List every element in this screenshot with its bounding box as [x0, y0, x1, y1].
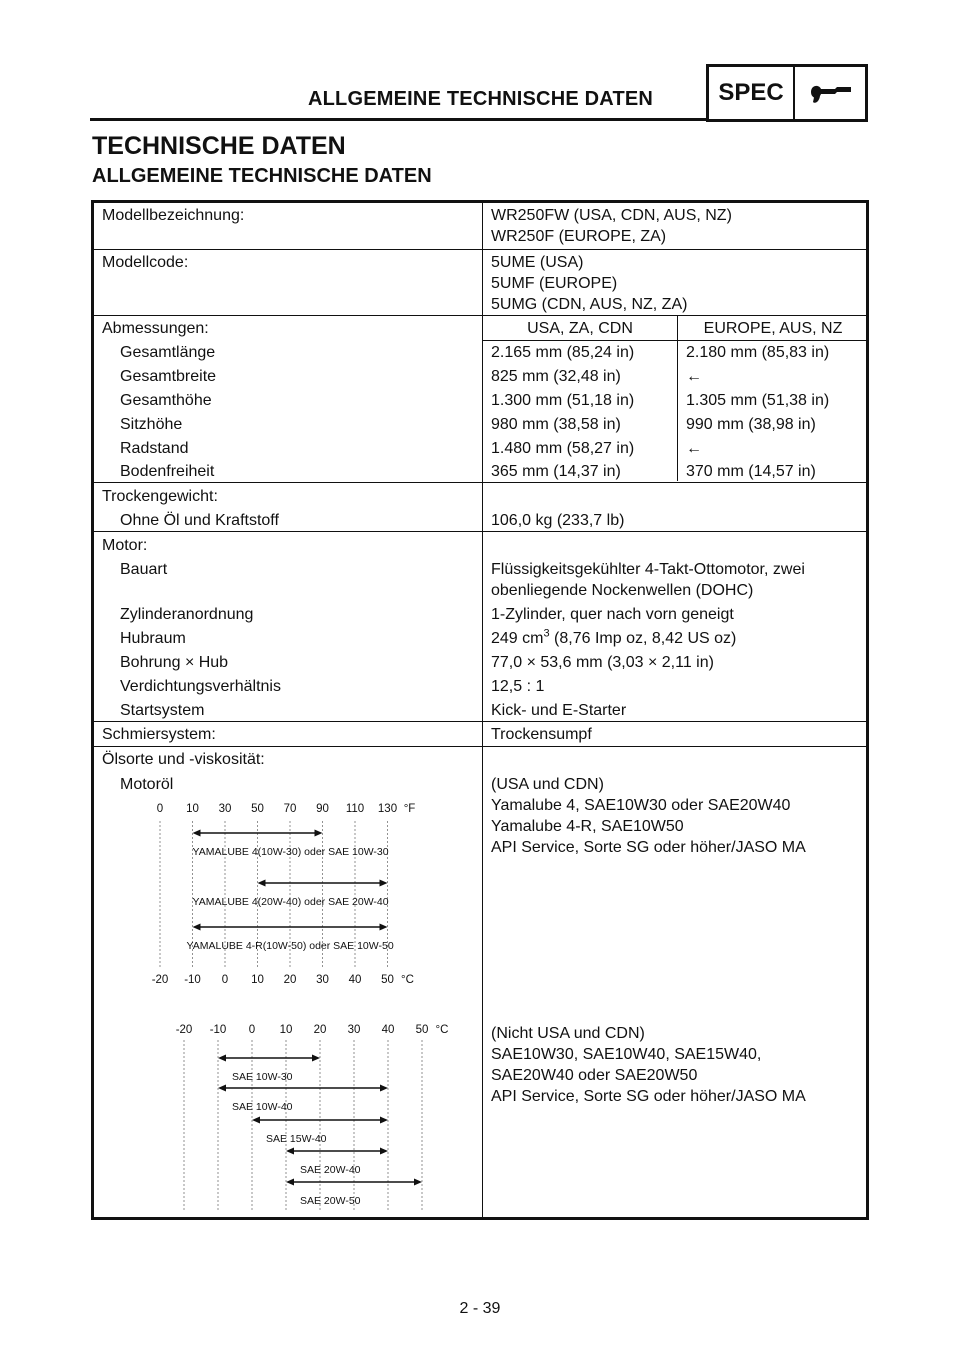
tick-label: 30: [316, 974, 329, 986]
table-row: [94, 315, 866, 340]
spec-sub-label: Verdichtungsverhältnis: [120, 678, 281, 695]
arrow-head-right: [312, 1055, 320, 1062]
tick-label: 30: [347, 1024, 361, 1036]
tick-label: 130: [377, 803, 398, 815]
dimension-value: 365 mm (14,37 in): [491, 463, 621, 480]
value-line: (USA und CDN): [491, 776, 604, 793]
superscript: 3: [543, 627, 550, 640]
spec-value: [491, 1023, 863, 1107]
dimension-label: Bodenfreiheit: [120, 463, 215, 480]
spec-label: Ölsorte und -viskosität:: [102, 751, 265, 768]
spec-value: Trockensumpf: [491, 726, 592, 743]
header-rule: [90, 118, 706, 121]
wrench-icon: [795, 67, 865, 119]
dimension-value: 370 mm (14,57 in): [686, 463, 816, 480]
spec-label: Modellcode:: [102, 254, 189, 271]
arrow-head-left: [193, 924, 201, 931]
tick-label: 0: [156, 803, 164, 815]
axis-unit-label: °F: [403, 803, 416, 815]
tick-label: 40: [381, 1024, 395, 1036]
range-label: SAE 10W-30: [232, 1071, 293, 1083]
value-line: API Service, Sorte SG oder höher/JASO MA: [491, 1088, 806, 1105]
spec-label: SPEC: [709, 67, 795, 119]
value-part: 249 cm: [491, 630, 544, 647]
tick-label: 110: [345, 803, 365, 815]
spec-sub-label: Bohrung × Hub: [120, 654, 229, 671]
spec-sub-label: Zylinderanordnung: [120, 606, 254, 623]
arrow-head-right: [380, 880, 388, 887]
spec-badge: [706, 64, 868, 122]
spec-sub-label: Motoröl: [120, 776, 174, 793]
arrow-head-right: [380, 1117, 388, 1124]
dimension-value: 2.180 mm (85,83 in): [686, 344, 830, 361]
spec-value: 106,0 kg (233,7 lb): [491, 512, 625, 529]
table-row: [94, 205, 866, 249]
value-line: SAE20W40 oder SAE20W50: [491, 1067, 698, 1084]
dimension-value: 825 mm (32,48 in): [491, 368, 621, 385]
tick-label: 50: [415, 1024, 429, 1036]
range-label: SAE 20W-50: [300, 1195, 361, 1207]
arrow-head-left: [193, 830, 201, 837]
section-title: ALLGEMEINE TECHNISCHE DATEN: [308, 88, 654, 110]
dimension-label: Radstand: [120, 440, 189, 457]
axis-unit-label: °C: [401, 974, 414, 986]
dimension-label: Sitzhöhe: [120, 416, 183, 433]
oil-viscosity-chart-sae: [160, 1018, 460, 1213]
tick-label: 0: [248, 1024, 256, 1036]
range-label: YAMALUBE 4-R(10W-50) oder SAE 10W-50: [186, 940, 394, 952]
tick-label: 70: [283, 803, 297, 815]
spec-value: [491, 252, 863, 315]
tick-label: 10: [251, 974, 264, 986]
tick-label: -10: [209, 1024, 227, 1036]
range-label: SAE 15W-40: [266, 1133, 327, 1145]
tick-label: -10: [184, 974, 201, 986]
dimension-value: 1.305 mm (51,38 in): [686, 392, 830, 409]
spec-value: 77,0 × 53,6 mm (3,03 × 2,11 in): [491, 654, 714, 671]
value-line: (Nicht USA und CDN): [491, 1025, 645, 1042]
spec-value: 12,5 : 1: [491, 678, 545, 695]
page-subtitle: ALLGEMEINE TECHNISCHE DATEN: [92, 165, 432, 187]
spec-value: 1-Zylinder, quer nach vorn geneigt: [491, 606, 734, 623]
spec-label: Abmessungen:: [102, 320, 209, 337]
spec-label: Trockengewicht:: [102, 488, 218, 505]
spec-value: [491, 205, 863, 247]
model-name: WR250F (EUROPE, ZA): [491, 228, 667, 245]
dimension-value: 1.300 mm (51,18 in): [491, 392, 635, 409]
arrow-head-left: [218, 1085, 226, 1092]
tick-label: 20: [283, 974, 297, 986]
spec-value: [491, 774, 863, 858]
model-name: WR250FW (USA, CDN, AUS, NZ): [491, 207, 732, 224]
value-line: API Service, Sorte SG oder höher/JASO MA: [491, 839, 806, 856]
arrow-head-left: [286, 1179, 294, 1186]
tick-label: -20: [151, 974, 169, 986]
spec-sub-label: Bauart: [120, 561, 168, 578]
spec-label: Schmiersystem:: [102, 726, 216, 743]
dimension-value: 980 mm (38,58 in): [491, 416, 621, 433]
dimension-label: Gesamthöhe: [120, 392, 212, 409]
dimension-label: Gesamtlänge: [120, 344, 216, 361]
spec-sub-label: Hubraum: [120, 630, 186, 647]
tick-label: 40: [348, 974, 362, 986]
range-label: YAMALUBE 4(10W-30) oder SAE 10W-30: [192, 846, 389, 858]
range-label: SAE 10W-40: [232, 1101, 293, 1113]
arrow-head-left: [252, 1117, 260, 1124]
value-part: (8,76 Imp oz, 8,42 US oz): [549, 630, 737, 647]
value-line: Flüssigkeitsgekühlter 4-Takt-Ottomotor, zwei: [491, 561, 805, 578]
tick-label: 90: [316, 803, 329, 815]
dimension-value: ←: [686, 440, 702, 457]
value-line: SAE10W30, SAE10W40, SAE15W40,: [491, 1046, 762, 1063]
spec-label: Motor:: [102, 537, 148, 554]
column-header: EUROPE, AUS, NZ: [703, 320, 843, 337]
spec-value: Kick- und E-Starter: [491, 702, 627, 719]
arrow-head-right: [414, 1179, 422, 1186]
page-number: 2 - 39: [459, 1300, 501, 1317]
model-code: 5UME (USA): [491, 254, 584, 271]
spec-sub-label: Ohne Öl und Kraftstoff: [120, 512, 279, 529]
dimension-value: 2.165 mm (85,24 in): [491, 344, 635, 361]
dimension-value: 990 mm (38,98 in): [686, 416, 816, 433]
range-label: SAE 20W-40: [300, 1164, 361, 1176]
model-code: 5UMF (EUROPE): [491, 275, 618, 292]
value-line: obenliegende Nockenwellen (DOHC): [491, 582, 754, 599]
dimension-label: Gesamtbreite: [120, 368, 217, 385]
tick-label: 0: [221, 974, 229, 986]
tick-label: 20: [313, 1024, 327, 1036]
arrow-head-right: [380, 1085, 388, 1092]
dimension-value: 1.480 mm (58,27 in): [491, 440, 635, 457]
arrow-head-left: [258, 880, 266, 887]
value-line: Yamalube 4-R, SAE10W50: [491, 818, 684, 835]
oil-viscosity-chart-yamalube: [130, 795, 450, 995]
tick-label: 50: [251, 803, 264, 815]
model-code: 5UMG (CDN, AUS, NZ, ZA): [491, 296, 688, 313]
spec-sub-label: Startsystem: [120, 702, 205, 719]
dimension-value: ←: [686, 368, 702, 385]
arrow-head-right: [380, 924, 388, 931]
arrow-head-left: [286, 1148, 294, 1155]
page-title: TECHNISCHE DATEN: [92, 132, 346, 160]
range-label: YAMALUBE 4(20W-40) oder SAE 20W-40: [192, 896, 389, 908]
tick-label: 10: [186, 803, 199, 815]
value-line: Yamalube 4, SAE10W30 oder SAE20W40: [491, 797, 791, 814]
axis-unit-label: °C: [435, 1024, 449, 1036]
arrow-head-left: [218, 1055, 226, 1062]
spec-value: [491, 559, 863, 601]
arrow-head-right: [315, 830, 323, 837]
tick-label: -20: [175, 1024, 193, 1036]
column-header: USA, ZA, CDN: [527, 320, 633, 337]
tick-label: 30: [218, 803, 232, 815]
arrow-head-right: [380, 1148, 388, 1155]
tick-label: 50: [381, 974, 394, 986]
table-row: [94, 531, 866, 721]
table-row: [94, 249, 866, 315]
table-row: [94, 482, 866, 531]
sub-rule: [483, 340, 869, 341]
spec-label: Modellbezeichnung:: [102, 207, 245, 224]
spec-value: [491, 628, 863, 649]
tick-label: 10: [279, 1024, 293, 1036]
table-row: [94, 721, 866, 746]
